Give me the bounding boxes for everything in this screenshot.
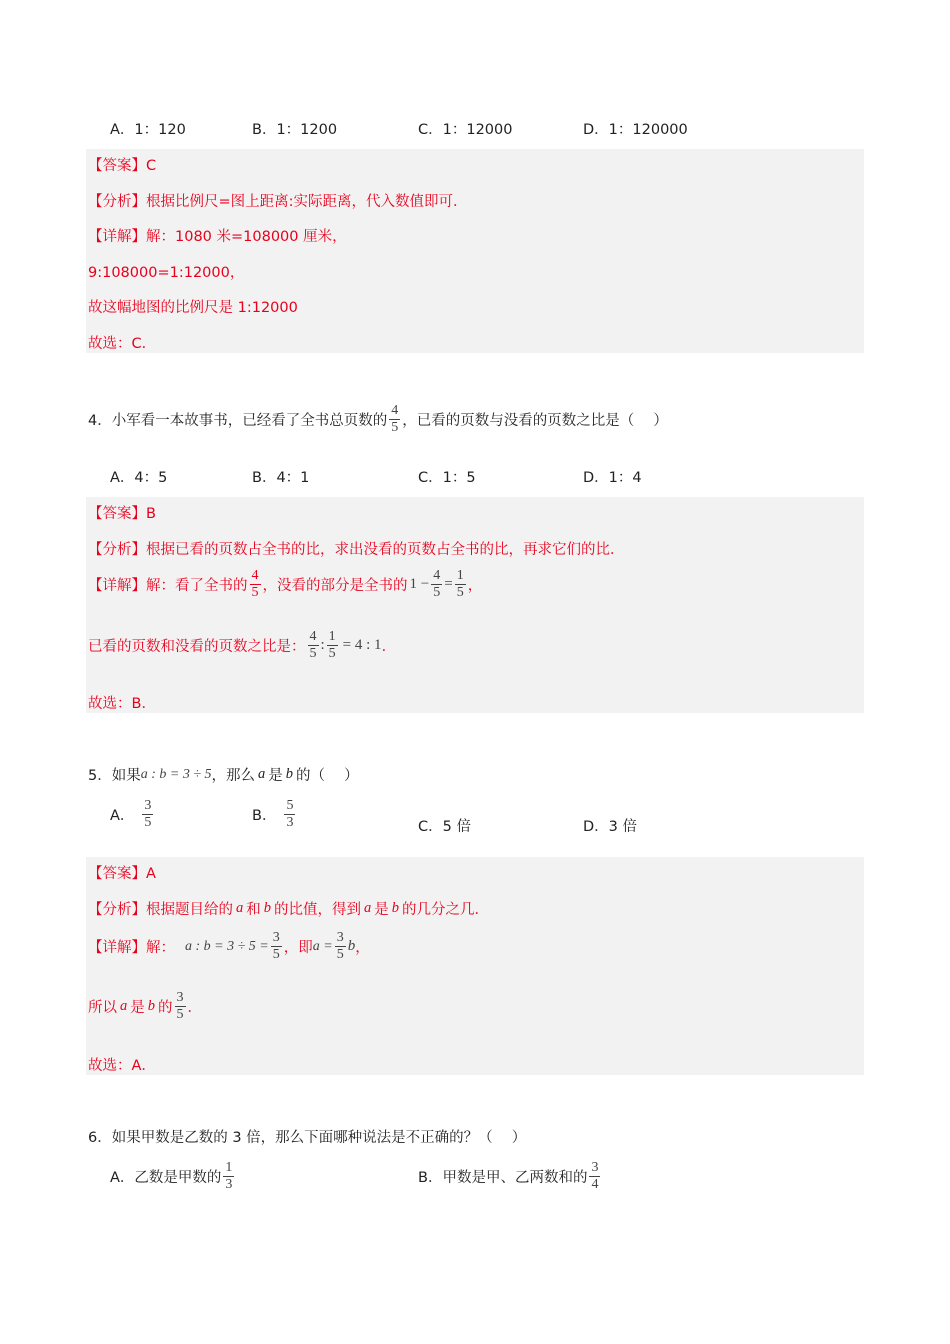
q6-option-b-fraction	[589, 1161, 600, 1192]
q6-option-b[interactable]	[418, 1161, 602, 1192]
q5-option-b-fraction	[284, 799, 295, 830]
q5-analysis-e: 的几分之几．	[402, 902, 489, 918]
q5-line2-var-b: b	[147, 998, 155, 1014]
fraction-denominator: 5	[144, 815, 152, 830]
q3-option-d[interactable]: D．1：120000	[583, 122, 688, 138]
q4-detail-fraction	[250, 569, 261, 600]
fraction-numerator: 3	[336, 930, 344, 945]
q4-option-a[interactable]: A．4：5	[110, 470, 168, 486]
fraction-denominator: 5	[272, 947, 280, 962]
math-minus: −	[420, 576, 430, 592]
q5-answer: 【答案】A	[88, 866, 156, 882]
fraction-denominator: 3	[225, 1177, 233, 1192]
q5-analysis-b: 和	[246, 902, 261, 918]
fraction-denominator: 5	[309, 646, 317, 661]
fraction-numerator: 1	[328, 629, 336, 644]
q5-var-a: a	[258, 766, 266, 782]
q3-option-c[interactable]: C．1：12000	[418, 122, 513, 138]
q4-detail-text-c: ，	[467, 578, 483, 594]
q5-stem-text-a: 5．如果	[88, 768, 141, 784]
q4-detail-text-a: 【详解】解：看了全书的	[88, 578, 248, 594]
q5-analysis-var-b2: b	[391, 900, 399, 916]
q5-analysis-var-a2: a	[364, 900, 372, 916]
math-colon: :	[320, 637, 325, 653]
q3-answer: 【答案】C	[88, 158, 157, 174]
fraction-numerator: 4	[433, 568, 441, 583]
q5-option-a[interactable]	[110, 799, 155, 830]
q4-choice: 故选：B．	[88, 696, 156, 712]
q6-stem: 6．如果甲数是乙数的 3 倍，那么下面哪种说法是不正确的？（ ）	[88, 1130, 527, 1146]
q4-ratio-text: 已看的页数和没看的页数之比是：	[88, 639, 306, 655]
q5-detail-text-c: ，	[355, 940, 370, 956]
q5-detail-math: a : b = 3 ÷ 5 =	[185, 938, 269, 954]
q4-solution-box	[86, 497, 864, 713]
q5-stem-text-b: ，那么	[211, 768, 256, 784]
q5-option-c[interactable]: C．5 倍	[418, 819, 471, 835]
fraction-denominator: 5	[251, 585, 259, 600]
fraction-numerator: 4	[309, 629, 317, 644]
q5-option-d[interactable]: D．3 倍	[583, 819, 637, 835]
fraction-denominator: 5	[456, 585, 464, 600]
q4-ratio-fraction-1	[308, 630, 319, 661]
q4-ratio-line	[88, 630, 396, 661]
q4-ratio-end: ．	[381, 639, 397, 655]
q4-stem	[88, 404, 668, 435]
q5-conclusion-line	[88, 991, 202, 1022]
q4-ratio-fraction-2	[327, 630, 338, 661]
q5-solution-box	[86, 857, 864, 1075]
q4-detail-math	[410, 576, 430, 593]
fraction-numerator: 4	[251, 568, 259, 583]
q6-option-a-text: A．乙数是甲数的	[110, 1170, 222, 1186]
fraction-denominator: 5	[391, 420, 399, 435]
q3-option-b[interactable]: B．1：1200	[252, 122, 338, 138]
option-label: A．	[110, 808, 135, 824]
q5-analysis-var-b: b	[263, 900, 271, 916]
fraction-denominator: 5	[328, 646, 336, 661]
q4-option-d[interactable]: D．1：4	[583, 470, 642, 486]
q3-choice: 故选：C．	[88, 336, 157, 352]
q5-detail-line	[88, 931, 370, 962]
q5-analysis-c: 的比值，得到	[274, 902, 361, 918]
q5-line2-a: 所以	[88, 1000, 117, 1016]
q5-choice: 故选：A．	[88, 1058, 156, 1074]
q5-analysis-var-a: a	[236, 900, 244, 916]
q5-var-b: b	[285, 766, 294, 782]
q5-detail-fraction	[271, 931, 282, 962]
q5-stem-text-d: 的（ ）	[296, 768, 359, 784]
q5-line2-b: 是	[130, 1000, 145, 1016]
fraction-numerator: 3	[144, 798, 152, 813]
q5-detail-var-b: b	[347, 938, 356, 954]
q5-line2-fraction	[175, 991, 186, 1022]
fraction-denominator: 4	[591, 1177, 599, 1192]
fraction-numerator: 5	[286, 798, 294, 813]
q5-line2-var-a: a	[120, 998, 128, 1014]
q4-option-b[interactable]: B．4：1	[252, 470, 310, 486]
q4-answer: 【答案】B	[88, 506, 156, 522]
q5-analysis-d: 是	[374, 902, 389, 918]
q5-option-b[interactable]	[252, 799, 297, 830]
q5-option-a-fraction	[142, 799, 153, 830]
q4-stem-text-a: 4．小军看一本故事书，已经看了全书总页数的	[88, 413, 388, 429]
q5-analysis-a: 【分析】根据题目给的	[88, 902, 233, 918]
q5-stem-text-c: 是	[268, 768, 283, 784]
q5-detail-text-b: ，即	[283, 940, 313, 956]
q4-stem-fraction	[389, 404, 400, 435]
fraction-numerator: 3	[591, 1160, 599, 1175]
q4-option-c[interactable]: C．1：5	[418, 470, 476, 486]
q3-detail-2: 9:108000=1:12000，	[88, 265, 245, 281]
fraction-numerator: 4	[391, 403, 399, 418]
q5-line2-c: 的	[158, 1000, 173, 1016]
q5-stem-math: a : b = 3 ÷ 5	[140, 766, 212, 782]
q5-line2-end: ．	[187, 1000, 202, 1016]
q5-detail-text-a: 【详解】解：	[88, 940, 175, 956]
q6-option-a-fraction	[223, 1161, 234, 1192]
q4-detail-line	[88, 569, 482, 600]
q6-option-b-text: B．甲数是甲、乙两数和的	[418, 1170, 588, 1186]
q4-detail-text-b: ，没看的部分是全书的	[262, 578, 408, 594]
fraction-numerator: 3	[176, 990, 184, 1005]
q3-detail-1: 【详解】解：1080 米=108000 厘米，	[88, 229, 347, 245]
q5-stem	[88, 764, 359, 785]
q5-detail-math-2: a =	[312, 938, 333, 954]
q6-option-a[interactable]	[110, 1161, 236, 1192]
q4-detail-math-fraction-1	[431, 569, 442, 600]
q3-analysis: 【分析】根据比例尺=图上距离:实际距离，代入数值即可．	[88, 194, 468, 210]
q3-solution-box	[86, 149, 864, 353]
q3-option-a[interactable]: A．1：120	[110, 122, 186, 138]
fraction-denominator: 5	[336, 947, 344, 962]
q4-detail-math-fraction-2	[455, 569, 466, 600]
fraction-denominator: 5	[176, 1007, 184, 1022]
math-one: 1	[409, 576, 417, 592]
option-label: B．	[252, 808, 277, 824]
fraction-denominator: 3	[286, 815, 294, 830]
fraction-numerator: 1	[225, 1160, 233, 1175]
q4-stem-text-b: ，已看的页数与没看的页数之比是（ ）	[402, 413, 668, 429]
fraction-denominator: 5	[433, 585, 441, 600]
q5-analysis	[88, 898, 489, 919]
q5-detail-fraction-2	[335, 931, 346, 962]
q3-detail-3: 故这幅地图的比例尺是 1:12000	[88, 300, 298, 316]
math-equals: =	[444, 576, 453, 592]
q4-ratio-result: = 4 : 1	[342, 637, 382, 653]
q4-analysis: 【分析】根据已看的页数占全书的比，求出没看的页数占全书的比，再求它们的比．	[88, 542, 625, 558]
fraction-numerator: 1	[456, 568, 464, 583]
fraction-numerator: 3	[272, 930, 280, 945]
